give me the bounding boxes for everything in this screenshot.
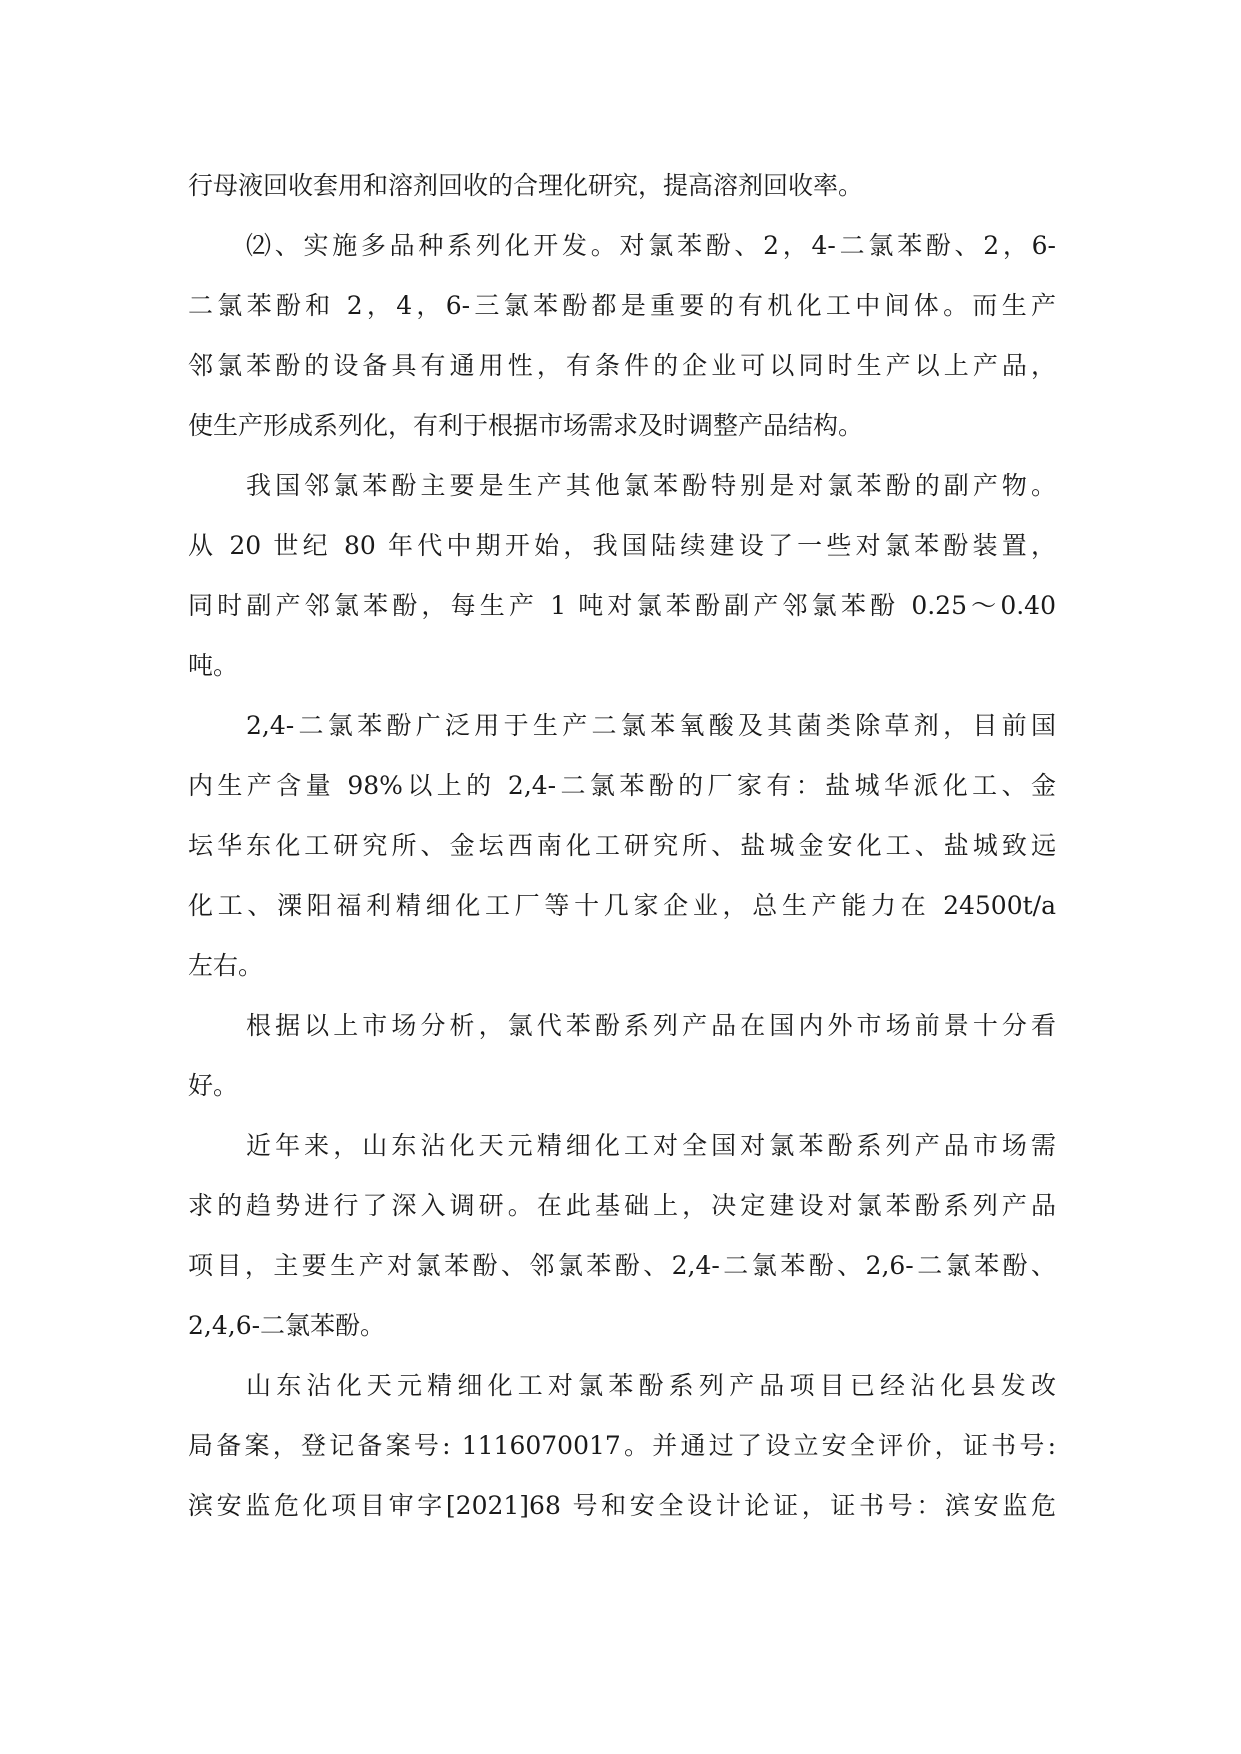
text-line: 左右。 bbox=[188, 951, 264, 980]
text-line: 滨安监危化项目审字[2021]68 号和安全设计论证，证书号：滨安监危 bbox=[188, 1491, 1056, 1520]
text-line: 从 20 世纪 80 年代中期开始，我国陆续建设了一些对氯苯酚装置， bbox=[188, 531, 1056, 560]
text-line: 根据以上市场分析，氯代苯酚系列产品在国内外市场前景十分看 bbox=[246, 1011, 1056, 1040]
text-line: 行母液回收套用和溶剂回收的合理化研究，提高溶剂回收率。 bbox=[188, 171, 864, 200]
text-line: 好。 bbox=[188, 1071, 239, 1100]
text-line: 化工、溧阳福利精细化工厂等十几家企业，总生产能力在 24500t/a bbox=[188, 891, 1056, 920]
document-page bbox=[188, 156, 1056, 1536]
text-line: 坛华东化工研究所、金坛西南化工研究所、盐城金安化工、盐城致远 bbox=[188, 831, 1056, 860]
text-line: 使生产形成系列化，有利于根据市场需求及时调整产品结构。 bbox=[188, 411, 864, 440]
text-line: 我国邻氯苯酚主要是生产其他氯苯酚特别是对氯苯酚的副产物。 bbox=[246, 471, 1056, 500]
text-line: ⑵、实施多品种系列化开发。对氯苯酚、2，4-二氯苯酚、2，6- bbox=[246, 231, 1056, 260]
text-line: 二氯苯酚和 2，4，6-三氯苯酚都是重要的有机化工中间体。而生产 bbox=[188, 291, 1056, 320]
text-line: 邻氯苯酚的设备具有通用性，有条件的企业可以同时生产以上产品， bbox=[188, 351, 1056, 380]
text-line: 项目，主要生产对氯苯酚、邻氯苯酚、2,4-二氯苯酚、2,6-二氯苯酚、 bbox=[188, 1251, 1056, 1280]
text-line: 吨。 bbox=[188, 651, 239, 680]
text-line: 局备案，登记备案号: 1116070017。并通过了设立安全评价，证书号: bbox=[188, 1431, 1056, 1460]
text-line: 山东沾化天元精细化工对氯苯酚系列产品项目已经沾化县发改 bbox=[246, 1371, 1056, 1400]
text-line: 求的趋势进行了深入调研。在此基础上，决定建设对氯苯酚系列产品 bbox=[188, 1191, 1056, 1220]
text-line: 同时副产邻氯苯酚，每生产 1 吨对氯苯酚副产邻氯苯酚 0.25～0.40 bbox=[188, 591, 1056, 620]
text-line: 2,4-二氯苯酚广泛用于生产二氯苯氧酸及其菌类除草剂，目前国 bbox=[246, 711, 1056, 740]
text-line: 近年来，山东沾化天元精细化工对全国对氯苯酚系列产品市场需 bbox=[246, 1131, 1056, 1160]
text-line: 2,4,6-二氯苯酚。 bbox=[188, 1311, 386, 1340]
text-line: 内生产含量 98%以上的 2,4-二氯苯酚的厂家有：盐城华派化工、金 bbox=[188, 771, 1056, 800]
